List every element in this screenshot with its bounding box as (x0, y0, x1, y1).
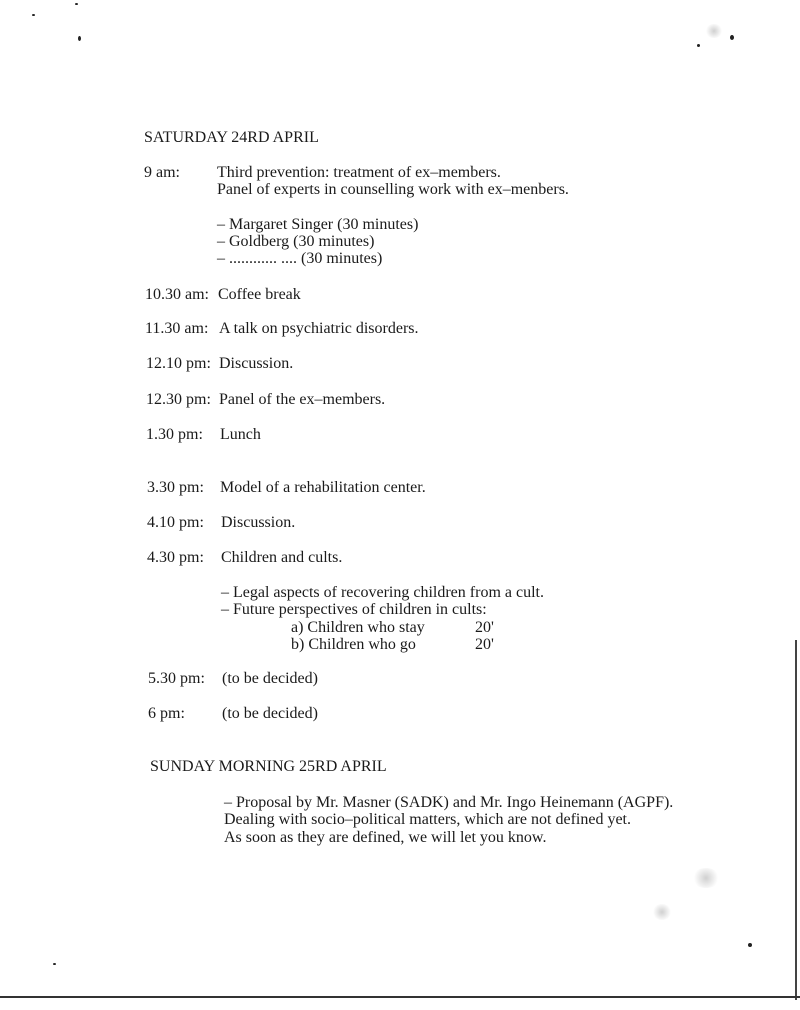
item-tbd-2: (to be decided) (222, 705, 318, 722)
time-1210pm: 12.10 pm: (146, 355, 211, 372)
item-discussion-1: Discussion. (219, 355, 294, 372)
item-discussion-2: Discussion. (221, 514, 296, 531)
item-ex-members-panel: Panel of the ex–members. (219, 391, 386, 408)
scan-speck (78, 36, 81, 41)
item-third-prevention: Third prevention: treatment of ex–members. (217, 164, 501, 181)
sub-future-perspectives: – Future perspectives of children in cults: (221, 601, 487, 618)
sunday-heading: SUNDAY MORNING 25RD APRIL (150, 758, 387, 775)
page-bottom-edge (0, 996, 800, 998)
time-410pm: 4.10 pm: (147, 514, 204, 531)
time-9am: 9 am: (144, 164, 180, 181)
speaker-goldberg: – Goldberg (30 minutes) (217, 233, 375, 250)
sub-children-go: b) Children who go (291, 636, 416, 653)
item-panel-of-experts: Panel of experts in counselling work with ex–menbers. (217, 181, 569, 198)
item-tbd-1: (to be decided) (222, 670, 318, 687)
sunday-socio-political: Dealing with socio–political matters, which are not defined yet. (224, 811, 631, 828)
sub-children-go-duration: 20' (475, 636, 494, 653)
scan-speck (730, 35, 734, 40)
time-1030am: 10.30 am: (145, 286, 209, 303)
item-rehab-model: Model of a rehabilitation center. (220, 479, 426, 496)
scan-speck (53, 963, 56, 965)
scan-smudge (692, 868, 720, 888)
sub-legal-aspects: – Legal aspects of recovering children from a cult. (221, 584, 544, 601)
sub-children-stay: a) Children who stay (291, 619, 425, 636)
scan-smudge (652, 904, 672, 920)
scan-speck (748, 943, 752, 947)
scan-speck (697, 44, 700, 47)
scan-smudge (705, 24, 723, 38)
time-130pm: 1.30 pm: (146, 426, 203, 443)
time-1230pm: 12.30 pm: (146, 391, 211, 408)
time-430pm: 4.30 pm: (147, 549, 204, 566)
scan-speck (75, 3, 78, 5)
sunday-let-you-know: As soon as they are defined, we will let you know. (224, 829, 547, 846)
saturday-heading: SATURDAY 24RD APRIL (144, 129, 319, 146)
time-530pm: 5.30 pm: (148, 670, 205, 687)
time-330pm: 3.30 pm: (147, 479, 204, 496)
time-1130am: 11.30 am: (145, 320, 209, 337)
time-6pm: 6 pm: (148, 705, 185, 722)
speaker-blank: – ............ .... (30 minutes) (217, 250, 383, 267)
item-lunch: Lunch (220, 426, 261, 443)
item-psychiatric-talk: A talk on psychiatric disorders. (219, 320, 419, 337)
speaker-singer: – Margaret Singer (30 minutes) (217, 216, 419, 233)
scan-speck (32, 14, 35, 16)
page-edge (795, 640, 797, 1000)
item-children-cults: Children and cults. (221, 549, 343, 566)
item-coffee-break: Coffee break (218, 286, 301, 303)
sunday-proposal: – Proposal by Mr. Masner (SADK) and Mr. Ingo Heinemann (AGPF). (224, 794, 674, 811)
sub-children-stay-duration: 20' (475, 619, 494, 636)
